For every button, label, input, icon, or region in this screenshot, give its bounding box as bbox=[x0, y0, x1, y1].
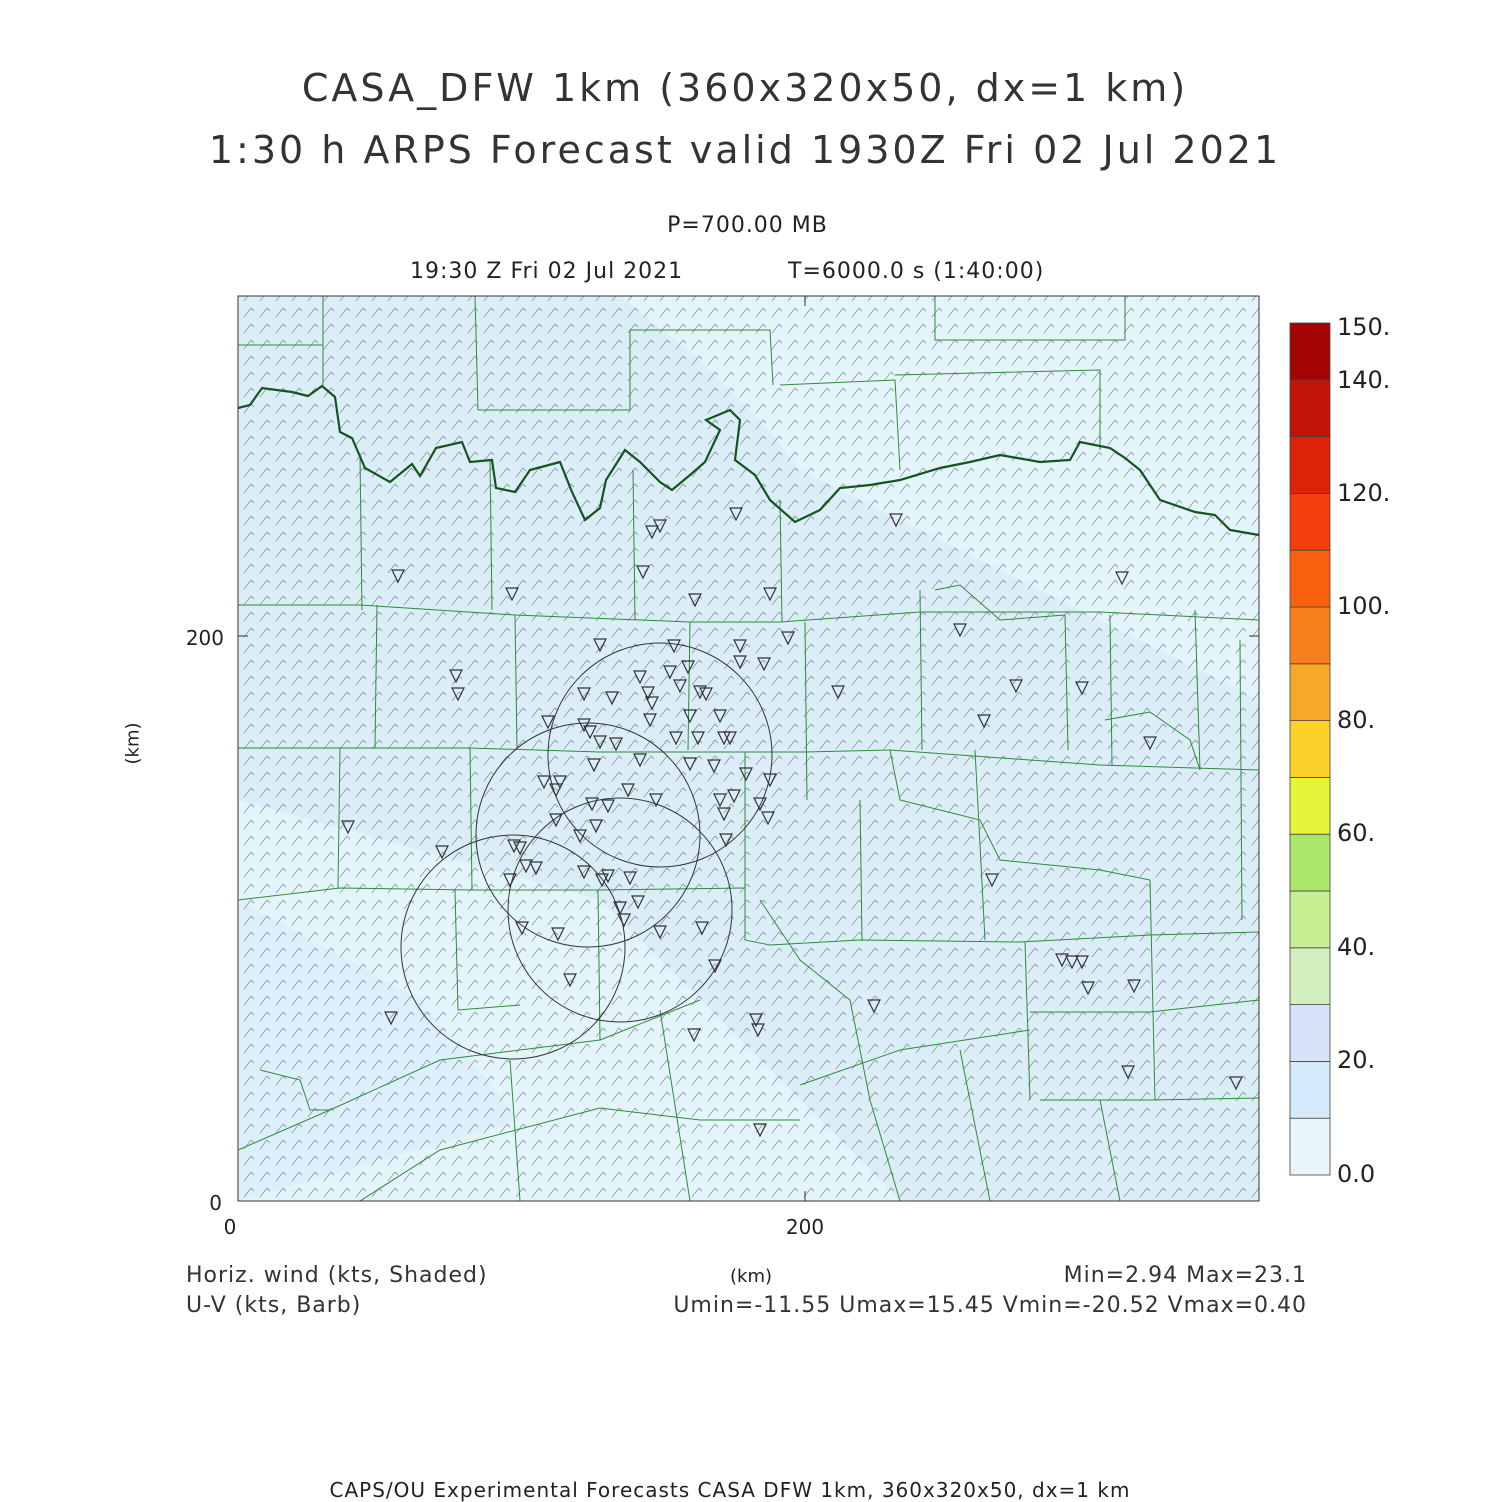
forecast-time-seconds: T=6000.0 s (1:40:00) bbox=[788, 259, 1045, 284]
colorbar-label: 150. bbox=[1337, 313, 1391, 341]
colorbar-label: 100. bbox=[1337, 592, 1391, 620]
colorbar-segment bbox=[1290, 493, 1330, 550]
colorbar-label: 140. bbox=[1337, 366, 1391, 394]
colorbar-segment bbox=[1290, 323, 1330, 380]
title-line-1: CASA_DFW 1km (360x320x50, dx=1 km) bbox=[301, 66, 1189, 110]
colorbar-segment bbox=[1290, 664, 1330, 721]
colorbar-segment bbox=[1290, 777, 1330, 834]
colorbar-segment bbox=[1290, 948, 1330, 1005]
y-tick-label: 0 bbox=[209, 1191, 222, 1215]
colorbar-label: 0.0 bbox=[1337, 1160, 1376, 1188]
map-plot-area bbox=[238, 296, 1259, 1201]
pressure-level: P=700.00 MB bbox=[667, 213, 828, 238]
x-axis-label: (km) bbox=[730, 1266, 773, 1287]
colorbar-label: 60. bbox=[1337, 819, 1376, 847]
colorbar-label: 20. bbox=[1337, 1046, 1376, 1074]
footer-credit: CAPS/OU Experimental Forecasts CASA DFW 1km, 360x320x50, dx=1 km bbox=[329, 1478, 1131, 1502]
colorbar-segment bbox=[1290, 834, 1330, 891]
colorbar-segment bbox=[1290, 1061, 1330, 1118]
colorbar-segment bbox=[1290, 1118, 1330, 1175]
y-axis-label: (km) bbox=[122, 722, 144, 765]
x-tick-label: 200 bbox=[785, 1215, 825, 1239]
colorbar-label: 120. bbox=[1337, 479, 1391, 507]
valid-time: 19:30 Z Fri 02 Jul 2021 bbox=[410, 259, 684, 284]
title-line-2: 1:30 h ARPS Forecast valid 1930Z Fri 02 Jul 2021 bbox=[208, 128, 1282, 172]
colorbar-segment bbox=[1290, 380, 1330, 437]
legend-uv-min-max: Umin=-11.55 Umax=15.45 Vmin=-20.52 Vmax=0.40 bbox=[673, 1293, 1307, 1318]
legend-shaded-field: Horiz. wind (kts, Shaded) bbox=[186, 1263, 488, 1288]
colorbar-segment bbox=[1290, 550, 1330, 607]
colorbar-segment bbox=[1290, 437, 1330, 494]
colorbar-label: 80. bbox=[1337, 706, 1376, 734]
colorbar-segment bbox=[1290, 607, 1330, 664]
x-tick-label: 0 bbox=[223, 1215, 237, 1239]
colorbar-label: 40. bbox=[1337, 933, 1376, 961]
colorbar-segment bbox=[1290, 1005, 1330, 1062]
colorbar-segment bbox=[1290, 721, 1330, 778]
colorbar-segment bbox=[1290, 891, 1330, 948]
color-scale-bar bbox=[1290, 323, 1330, 1175]
y-tick-label: 200 bbox=[185, 626, 224, 650]
legend-min-max: Min=2.94 Max=23.1 bbox=[1063, 1263, 1307, 1288]
legend-barb-field: U-V (kts, Barb) bbox=[186, 1293, 362, 1318]
